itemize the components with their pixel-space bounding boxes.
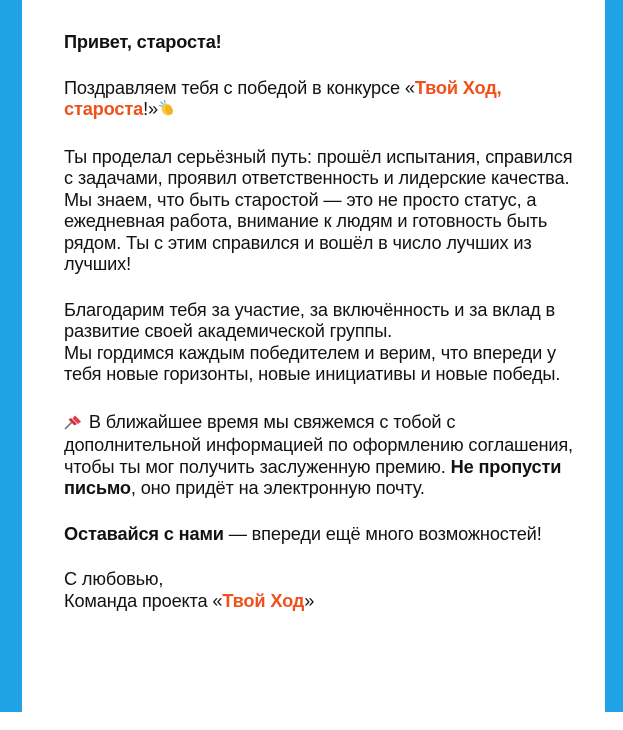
thanks-paragraph <box>64 300 585 386</box>
thanks-line-1: Благодарим тебя за участие, за включённость и за вклад в развитие своей академической группы. <box>64 299 556 341</box>
journey-paragraph: Ты проделал серьёзный путь: прошёл испытания, справился с задачами, проявил ответственность и лидерские качества. Мы знаем, что быть старостой — это не просто статус, а ежедневная работа, внимание к людям и готовность быть рядом. Ты с этим справился и вошёл в число лучших из лучших! <box>64 146 573 274</box>
team-before: Команда проекта « <box>64 590 223 611</box>
signoff-line-1: С любовью, <box>64 569 164 589</box>
thanks-line-2: Мы гордимся каждым победителем и верим, что впереди у тебя новые горизонты, новые инициативы и новые победы. <box>64 342 561 384</box>
team-after: » <box>304 590 315 611</box>
stay-rest: — впереди ещё много возможностей! <box>223 523 542 544</box>
greeting: Привет, староста! <box>64 32 222 52</box>
stay-bold: Оставайся с нами <box>64 523 224 544</box>
contact-bold: Не пропусти письмо <box>64 456 562 498</box>
contact-after: , оно придёт на электронную почту. <box>130 478 425 498</box>
pushpin-icon <box>64 413 84 436</box>
message-card <box>22 0 605 730</box>
congrats-paragraph <box>64 78 585 123</box>
contact-text: В ближайшее время мы свяжемся с тобой с дополнительной информацией по оформлению соглашения, чтобы ты мог получить заслуженную премию. <box>64 411 573 477</box>
signoff-paragraph <box>64 569 585 612</box>
congrats-closing: !» <box>143 99 158 119</box>
clapping-hands-icon <box>158 99 176 123</box>
contact-paragraph <box>64 412 585 500</box>
project-name: Твой Ход <box>222 590 305 611</box>
window-frame-right <box>605 0 623 712</box>
contest-name: Твой Ход, староста <box>64 77 502 119</box>
window-frame-left <box>0 0 22 712</box>
congrats-text: Поздравляем тебя с победой в конкурсе « <box>64 77 415 98</box>
stay-paragraph <box>64 524 585 546</box>
